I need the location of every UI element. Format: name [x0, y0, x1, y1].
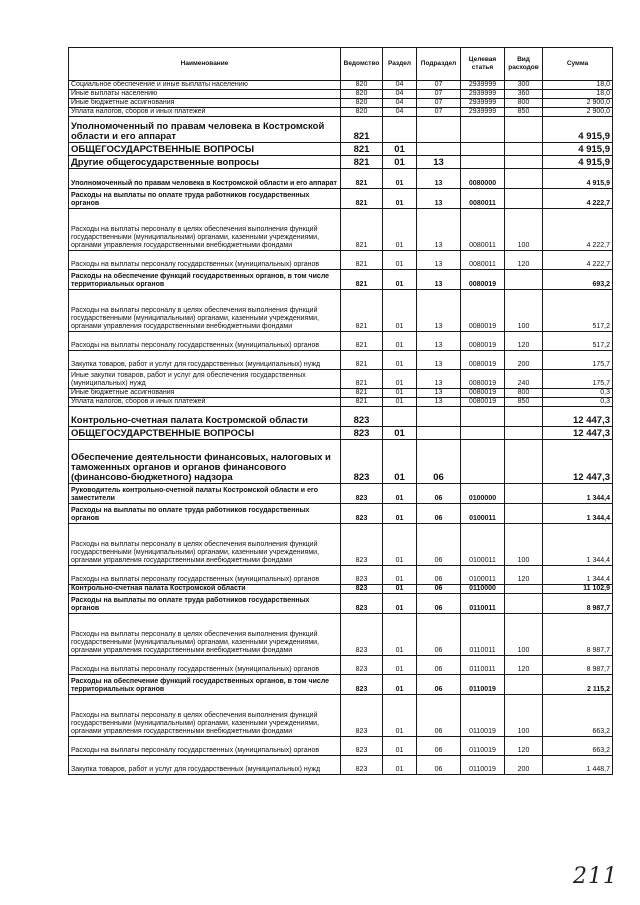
cell-celevaya-statya: 0110019	[461, 756, 505, 775]
table-row	[69, 108, 613, 117]
cell-vedomstvo: 823	[341, 504, 383, 524]
table-row	[69, 332, 613, 351]
header-name: Наименование	[69, 48, 341, 81]
cell-razdel: 01	[383, 695, 417, 737]
cell-name: Обеспечение деятельности финансовых, налоговых и таможенных органов и органов финансового (финансово-бюджетного) надзора	[69, 440, 341, 484]
cell-vedomstvo: 821	[341, 389, 383, 398]
table-row	[69, 398, 613, 407]
header-podrazdel: Подраздел	[417, 48, 461, 81]
cell-summa: 2 115,2	[543, 675, 613, 695]
cell-podrazdel	[417, 407, 461, 427]
cell-celevaya-statya: 2939999	[461, 81, 505, 90]
table-row	[69, 594, 613, 614]
cell-podrazdel: 13	[417, 270, 461, 290]
cell-summa: 8 987,7	[543, 614, 613, 656]
cell-podrazdel: 13	[417, 156, 461, 169]
cell-vid-rashodov	[505, 117, 543, 143]
cell-vid-rashodov	[505, 143, 543, 156]
cell-podrazdel: 13	[417, 398, 461, 407]
table-row	[69, 251, 613, 270]
table-row	[69, 189, 613, 209]
cell-razdel: 01	[383, 585, 417, 594]
cell-vedomstvo: 823	[341, 566, 383, 585]
cell-vid-rashodov: 200	[505, 351, 543, 370]
cell-name: Расходы на выплаты персоналу государственных (муниципальных) органов	[69, 656, 341, 675]
cell-vedomstvo: 823	[341, 407, 383, 427]
cell-podrazdel: 06	[417, 585, 461, 594]
cell-razdel: 01	[383, 594, 417, 614]
cell-razdel: 01	[383, 440, 417, 484]
cell-razdel: 01	[383, 351, 417, 370]
cell-name: Иные закупки товаров, работ и услуг для обеспечения государственных (муниципальных) нужд	[69, 370, 341, 389]
cell-name: Уплата налогов, сборов и иных платежей	[69, 108, 341, 117]
cell-summa: 4 915,9	[543, 169, 613, 189]
cell-vedomstvo: 820	[341, 81, 383, 90]
cell-vid-rashodov: 120	[505, 566, 543, 585]
cell-vedomstvo: 820	[341, 99, 383, 108]
cell-podrazdel: 13	[417, 209, 461, 251]
cell-summa: 0,3	[543, 398, 613, 407]
cell-razdel: 01	[383, 614, 417, 656]
table-row	[69, 351, 613, 370]
cell-celevaya-statya	[461, 143, 505, 156]
cell-vedomstvo: 823	[341, 484, 383, 504]
cell-celevaya-statya: 0080019	[461, 351, 505, 370]
cell-razdel: 01	[383, 143, 417, 156]
cell-vedomstvo: 823	[341, 737, 383, 756]
cell-celevaya-statya: 0080011	[461, 209, 505, 251]
cell-podrazdel: 06	[417, 737, 461, 756]
table-row	[69, 427, 613, 440]
cell-name: Расходы на выплаты по оплате труда работников государственных органов	[69, 504, 341, 524]
table-row	[69, 270, 613, 290]
cell-vedomstvo: 821	[341, 370, 383, 389]
cell-vedomstvo: 821	[341, 117, 383, 143]
cell-vedomstvo: 821	[341, 270, 383, 290]
table-row	[69, 143, 613, 156]
cell-podrazdel: 07	[417, 81, 461, 90]
cell-razdel	[383, 407, 417, 427]
cell-razdel: 01	[383, 484, 417, 504]
cell-name: Уполномоченный по правам человека в Костромской области и его аппарат	[69, 169, 341, 189]
table-row	[69, 407, 613, 427]
cell-celevaya-statya: 0080019	[461, 389, 505, 398]
header-row	[69, 48, 613, 81]
cell-name: Расходы на выплаты персоналу в целях обеспечения выполнения функций государственными (муниципальными) органами, казенными учреждениями, органами управления государственными внебюджетными фондами	[69, 695, 341, 737]
cell-summa: 663,2	[543, 695, 613, 737]
table-body	[69, 81, 613, 775]
table-row	[69, 695, 613, 737]
cell-vedomstvo: 823	[341, 614, 383, 656]
table-row	[69, 484, 613, 504]
cell-summa: 1 344,4	[543, 484, 613, 504]
cell-vedomstvo: 823	[341, 695, 383, 737]
cell-vid-rashodov: 300	[505, 81, 543, 90]
cell-vid-rashodov	[505, 169, 543, 189]
table-row	[69, 99, 613, 108]
cell-razdel: 04	[383, 108, 417, 117]
table-row	[69, 524, 613, 566]
cell-razdel: 01	[383, 332, 417, 351]
cell-celevaya-statya: 0100011	[461, 504, 505, 524]
cell-celevaya-statya: 0080019	[461, 398, 505, 407]
cell-podrazdel: 07	[417, 108, 461, 117]
cell-celevaya-statya: 0080011	[461, 251, 505, 270]
cell-name: Расходы на обеспечение функций государственных органов, в том числе территориальных органов	[69, 270, 341, 290]
cell-razdel: 01	[383, 737, 417, 756]
table-row	[69, 370, 613, 389]
cell-celevaya-statya: 0110019	[461, 737, 505, 756]
cell-razdel: 01	[383, 756, 417, 775]
table-row	[69, 81, 613, 90]
cell-vid-rashodov	[505, 440, 543, 484]
cell-name: Расходы на выплаты персоналу в целях обеспечения выполнения функций государственными (муниципальными) органами, казенными учреждениями, органами управления государственными внебюджетными фондами	[69, 209, 341, 251]
cell-celevaya-statya: 0110011	[461, 656, 505, 675]
cell-vedomstvo: 821	[341, 398, 383, 407]
cell-vedomstvo: 823	[341, 427, 383, 440]
cell-celevaya-statya: 0080019	[461, 290, 505, 332]
header-summa: Сумма	[543, 48, 613, 81]
cell-vid-rashodov	[505, 484, 543, 504]
cell-celevaya-statya: 0080019	[461, 332, 505, 351]
cell-razdel: 01	[383, 427, 417, 440]
header-vedomstvo: Ведомство	[341, 48, 383, 81]
cell-summa: 8 987,7	[543, 594, 613, 614]
cell-podrazdel: 06	[417, 695, 461, 737]
cell-podrazdel: 13	[417, 370, 461, 389]
cell-vid-rashodov: 850	[505, 398, 543, 407]
cell-vid-rashodov: 850	[505, 108, 543, 117]
cell-celevaya-statya	[461, 117, 505, 143]
cell-vedomstvo: 823	[341, 594, 383, 614]
cell-vid-rashodov: 100	[505, 209, 543, 251]
cell-summa: 2 900,0	[543, 108, 613, 117]
cell-vid-rashodov: 100	[505, 614, 543, 656]
cell-vedomstvo: 821	[341, 143, 383, 156]
cell-vid-rashodov	[505, 189, 543, 209]
cell-vedomstvo: 821	[341, 156, 383, 169]
header-vid-rashodov: Вид расходов	[505, 48, 543, 81]
cell-razdel: 01	[383, 209, 417, 251]
table-row	[69, 504, 613, 524]
cell-podrazdel: 06	[417, 614, 461, 656]
cell-podrazdel: 13	[417, 189, 461, 209]
cell-name: Социальное обеспечение и иные выплаты населению	[69, 81, 341, 90]
table-row	[69, 656, 613, 675]
cell-razdel: 01	[383, 504, 417, 524]
page-number-handwritten: 211	[573, 864, 618, 889]
cell-summa: 4 915,9	[543, 143, 613, 156]
cell-name: Контрольно-счетная палата Костромской области	[69, 407, 341, 427]
table-row	[69, 156, 613, 169]
cell-razdel: 04	[383, 81, 417, 90]
cell-vedomstvo: 823	[341, 656, 383, 675]
cell-vedomstvo: 820	[341, 108, 383, 117]
cell-celevaya-statya	[461, 156, 505, 169]
cell-vid-rashodov: 800	[505, 389, 543, 398]
cell-podrazdel: 13	[417, 169, 461, 189]
table-row	[69, 117, 613, 143]
cell-podrazdel	[417, 427, 461, 440]
cell-summa: 4 222,7	[543, 251, 613, 270]
cell-razdel: 04	[383, 99, 417, 108]
table-row	[69, 90, 613, 99]
cell-vedomstvo: 823	[341, 756, 383, 775]
cell-summa: 4 222,7	[543, 189, 613, 209]
table-row	[69, 756, 613, 775]
cell-vedomstvo: 823	[341, 524, 383, 566]
cell-summa: 4 915,9	[543, 156, 613, 169]
cell-podrazdel: 06	[417, 524, 461, 566]
cell-celevaya-statya: 2939999	[461, 108, 505, 117]
cell-name: Расходы на выплаты персоналу в целях обеспечения выполнения функций государственными (муниципальными) органами, казенными учреждениями, органами управления государственными внебюджетными фондами	[69, 614, 341, 656]
cell-podrazdel: 13	[417, 251, 461, 270]
cell-celevaya-statya: 0110011	[461, 614, 505, 656]
cell-podrazdel: 07	[417, 99, 461, 108]
cell-celevaya-statya: 0110000	[461, 585, 505, 594]
table-row	[69, 585, 613, 594]
cell-vid-rashodov	[505, 675, 543, 695]
cell-name: Закупка товаров, работ и услуг для государственных (муниципальных) нужд	[69, 351, 341, 370]
cell-celevaya-statya	[461, 427, 505, 440]
cell-vedomstvo: 821	[341, 209, 383, 251]
cell-celevaya-statya: 2939999	[461, 90, 505, 99]
cell-summa: 517,2	[543, 332, 613, 351]
table-row	[69, 290, 613, 332]
cell-vid-rashodov	[505, 156, 543, 169]
cell-celevaya-statya	[461, 440, 505, 484]
cell-summa: 175,7	[543, 351, 613, 370]
cell-razdel: 01	[383, 656, 417, 675]
cell-podrazdel	[417, 143, 461, 156]
cell-summa: 11 102,9	[543, 585, 613, 594]
cell-name: ОБЩЕГОСУДАРСТВЕННЫЕ ВОПРОСЫ	[69, 143, 341, 156]
cell-podrazdel: 06	[417, 594, 461, 614]
header-celevaya-statya: Целевая статья	[461, 48, 505, 81]
cell-podrazdel	[417, 117, 461, 143]
cell-name: Уполномоченный по правам человека в Костромской области и его аппарат	[69, 117, 341, 143]
cell-vid-rashodov	[505, 504, 543, 524]
cell-name: Иные бюджетные ассигнования	[69, 389, 341, 398]
cell-vedomstvo: 820	[341, 90, 383, 99]
cell-vid-rashodov	[505, 270, 543, 290]
table-row	[69, 566, 613, 585]
cell-celevaya-statya: 0100000	[461, 484, 505, 504]
cell-razdel: 01	[383, 398, 417, 407]
cell-vid-rashodov: 100	[505, 695, 543, 737]
cell-vid-rashodov: 120	[505, 737, 543, 756]
cell-podrazdel: 13	[417, 332, 461, 351]
cell-podrazdel: 06	[417, 756, 461, 775]
cell-razdel: 01	[383, 290, 417, 332]
cell-name: Расходы на выплаты персоналу в целях обеспечения выполнения функций государственными (муниципальными) органами, казенными учреждениями, органами управления государственными внебюджетными фондами	[69, 290, 341, 332]
cell-vid-rashodov: 100	[505, 290, 543, 332]
cell-vid-rashodov	[505, 407, 543, 427]
table-row	[69, 675, 613, 695]
cell-podrazdel: 06	[417, 484, 461, 504]
cell-razdel: 01	[383, 251, 417, 270]
cell-name: Иные выплаты населению	[69, 90, 341, 99]
cell-razdel: 01	[383, 270, 417, 290]
cell-summa: 1 344,4	[543, 504, 613, 524]
cell-celevaya-statya: 0080019	[461, 370, 505, 389]
cell-razdel: 01	[383, 156, 417, 169]
cell-podrazdel: 07	[417, 90, 461, 99]
cell-name: ОБЩЕГОСУДАРСТВЕННЫЕ ВОПРОСЫ	[69, 427, 341, 440]
cell-celevaya-statya: 0100011	[461, 524, 505, 566]
cell-name: Уплата налогов, сборов и иных платежей	[69, 398, 341, 407]
cell-name: Другие общегосударственные вопросы	[69, 156, 341, 169]
cell-name: Расходы на выплаты персоналу государственных (муниципальных) органов	[69, 251, 341, 270]
cell-summa: 12 447,3	[543, 427, 613, 440]
cell-razdel: 01	[383, 169, 417, 189]
cell-celevaya-statya	[461, 407, 505, 427]
cell-podrazdel: 06	[417, 675, 461, 695]
cell-summa: 663,2	[543, 737, 613, 756]
cell-vid-rashodov: 120	[505, 251, 543, 270]
cell-summa: 18,0	[543, 81, 613, 90]
cell-podrazdel: 13	[417, 290, 461, 332]
cell-summa: 18,0	[543, 90, 613, 99]
table-row	[69, 169, 613, 189]
table-row	[69, 737, 613, 756]
cell-razdel: 01	[383, 566, 417, 585]
cell-name: Расходы на выплаты по оплате труда работников государственных органов	[69, 594, 341, 614]
cell-vid-rashodov	[505, 594, 543, 614]
cell-vedomstvo: 821	[341, 169, 383, 189]
cell-name: Закупка товаров, работ и услуг для государственных (муниципальных) нужд	[69, 756, 341, 775]
cell-razdel: 01	[383, 189, 417, 209]
cell-podrazdel: 06	[417, 566, 461, 585]
cell-vid-rashodov: 120	[505, 656, 543, 675]
cell-name: Расходы на выплаты персоналу в целях обеспечения выполнения функций государственными (муниципальными) органами, казенными учреждениями, органами управления государственными внебюджетными фондами	[69, 524, 341, 566]
budget-table	[68, 47, 613, 775]
cell-razdel: 01	[383, 675, 417, 695]
cell-summa: 175,7	[543, 370, 613, 389]
cell-summa: 1 448,7	[543, 756, 613, 775]
cell-name: Расходы на выплаты персоналу государственных (муниципальных) органов	[69, 566, 341, 585]
cell-vid-rashodov: 800	[505, 99, 543, 108]
cell-vedomstvo: 823	[341, 585, 383, 594]
cell-celevaya-statya: 0110019	[461, 695, 505, 737]
cell-celevaya-statya: 0110011	[461, 594, 505, 614]
cell-vid-rashodov: 360	[505, 90, 543, 99]
cell-name: Иные бюджетные ассигнования	[69, 99, 341, 108]
cell-celevaya-statya: 2939999	[461, 99, 505, 108]
cell-podrazdel: 06	[417, 440, 461, 484]
cell-celevaya-statya: 0100011	[461, 566, 505, 585]
cell-vedomstvo: 821	[341, 251, 383, 270]
header-razdel: Раздел	[383, 48, 417, 81]
cell-summa: 4 222,7	[543, 209, 613, 251]
table-row	[69, 389, 613, 398]
cell-razdel: 01	[383, 524, 417, 566]
cell-razdel: 01	[383, 370, 417, 389]
cell-summa: 2 900,0	[543, 99, 613, 108]
cell-summa: 4 915,9	[543, 117, 613, 143]
cell-podrazdel: 06	[417, 504, 461, 524]
cell-name: Расходы на обеспечение функций государственных органов, в том числе территориальных органов	[69, 675, 341, 695]
table-row	[69, 440, 613, 484]
cell-vedomstvo: 821	[341, 332, 383, 351]
cell-razdel: 04	[383, 90, 417, 99]
cell-vid-rashodov: 240	[505, 370, 543, 389]
cell-vid-rashodov: 100	[505, 524, 543, 566]
cell-name: Расходы на выплаты персоналу государственных (муниципальных) органов	[69, 332, 341, 351]
cell-vid-rashodov: 200	[505, 756, 543, 775]
budget-sheet	[68, 47, 612, 775]
cell-summa: 12 447,3	[543, 440, 613, 484]
cell-celevaya-statya: 0080011	[461, 189, 505, 209]
cell-summa: 1 344,4	[543, 566, 613, 585]
cell-summa: 12 447,3	[543, 407, 613, 427]
cell-celevaya-statya: 0110019	[461, 675, 505, 695]
cell-podrazdel: 13	[417, 389, 461, 398]
cell-vedomstvo: 823	[341, 440, 383, 484]
table-row	[69, 209, 613, 251]
cell-celevaya-statya: 0080000	[461, 169, 505, 189]
cell-vid-rashodov	[505, 427, 543, 440]
table-row	[69, 614, 613, 656]
cell-vedomstvo: 821	[341, 351, 383, 370]
cell-podrazdel: 13	[417, 351, 461, 370]
cell-name: Руководитель контрольно-счетной палаты Костромской области и его заместители	[69, 484, 341, 504]
cell-name: Контрольно-счетная палата Костромской области	[69, 585, 341, 594]
cell-summa: 517,2	[543, 290, 613, 332]
cell-name: Расходы на выплаты по оплате труда работников государственных органов	[69, 189, 341, 209]
cell-vid-rashodov: 120	[505, 332, 543, 351]
cell-podrazdel: 06	[417, 656, 461, 675]
cell-vedomstvo: 821	[341, 290, 383, 332]
cell-name: Расходы на выплаты персоналу государственных (муниципальных) органов	[69, 737, 341, 756]
cell-vedomstvo: 823	[341, 675, 383, 695]
cell-razdel	[383, 117, 417, 143]
cell-razdel: 01	[383, 389, 417, 398]
cell-vedomstvo: 821	[341, 189, 383, 209]
cell-summa: 1 344,4	[543, 524, 613, 566]
cell-celevaya-statya: 0080019	[461, 270, 505, 290]
cell-summa: 8 987,7	[543, 656, 613, 675]
cell-summa: 693,2	[543, 270, 613, 290]
cell-vid-rashodov	[505, 585, 543, 594]
cell-summa: 0,3	[543, 389, 613, 398]
